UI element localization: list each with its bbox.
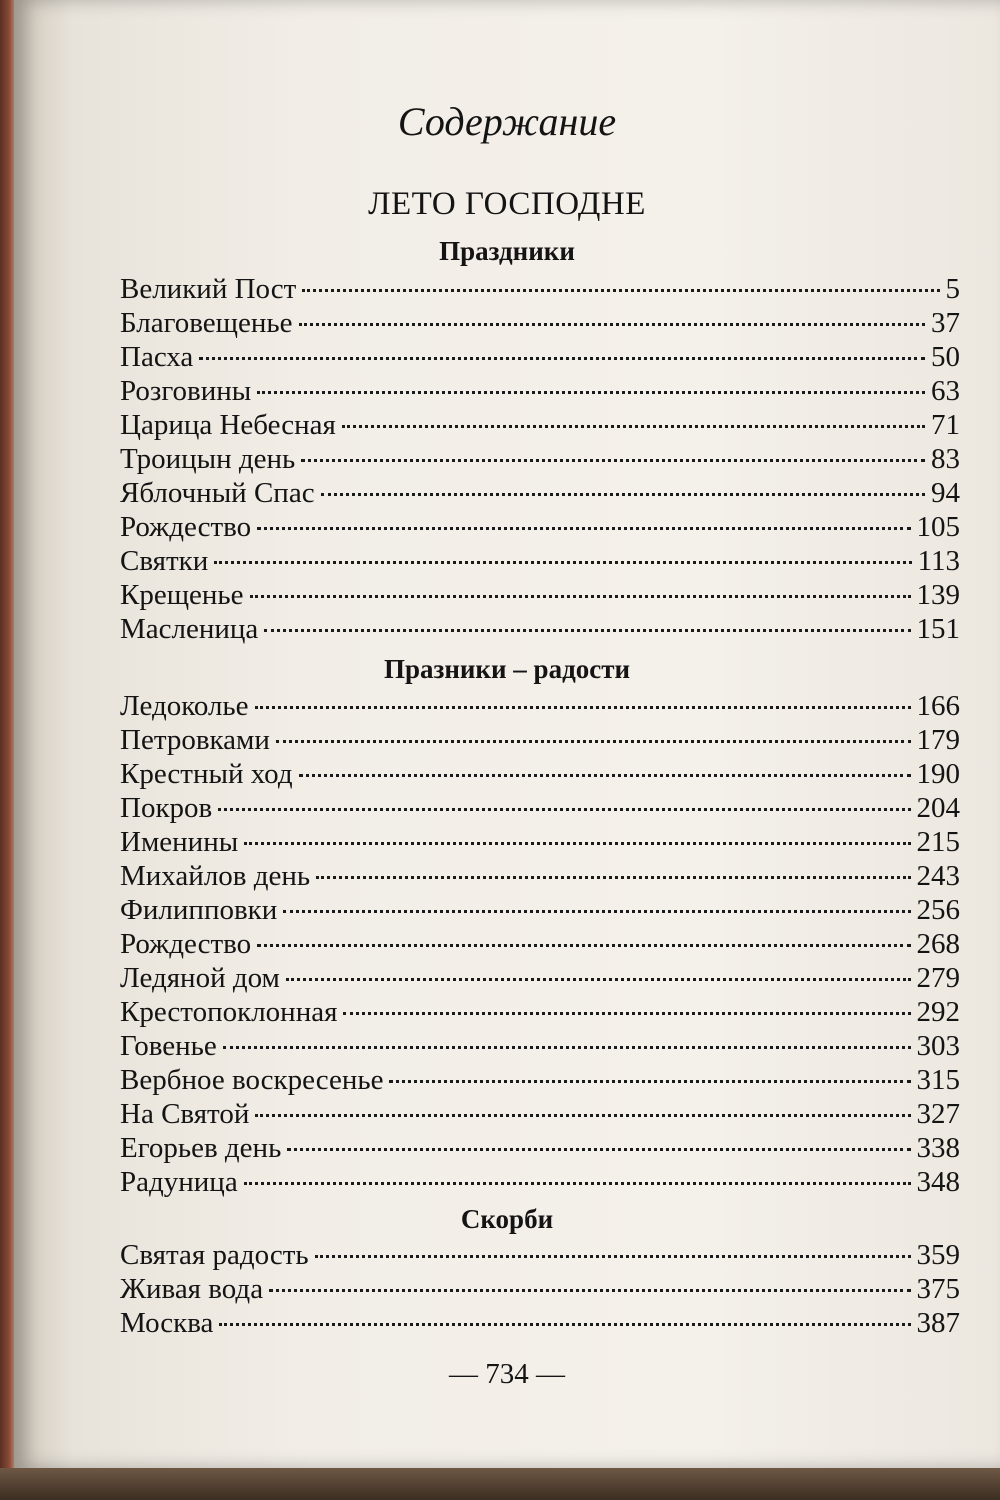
toc-entry-page: 387 [916,1307,960,1339]
dot-leader [343,1012,910,1015]
toc-entry-title: Говенье [120,1030,217,1062]
toc-entry-page: 375 [916,1273,960,1305]
toc-entry-title: Святая радость [120,1239,309,1271]
section-title: Скорби [460,1204,554,1234]
dot-leader [269,1289,910,1292]
table-of-contents [14,0,1000,1468]
toc-entry-title: Радуница [120,1166,238,1198]
toc-entry-page: 215 [916,826,960,858]
dot-leader [250,595,911,598]
toc-entry-title: Живая вода [120,1273,264,1305]
dot-leader [286,978,911,981]
page-title: Содержание [397,99,617,144]
dot-leader [342,425,925,428]
section-title: Праздники [439,236,575,266]
toc-entry [120,995,960,1029]
toc-entry [120,859,960,893]
dot-leader [302,289,939,292]
toc-entry-title: Ледяной дом [120,962,280,994]
part-title: ЛЕТО ГОСПОДНЕ [368,186,646,222]
toc-entry-title: Михайлов день [120,860,311,892]
toc-entry-title: Петровками [120,724,270,756]
table-surface [0,1468,1000,1500]
toc-entry-page: 348 [916,1166,960,1198]
dot-leader [315,1255,911,1258]
toc-entry [120,340,960,374]
toc-entry-title: Рождество [120,511,252,543]
toc-entry [120,442,960,476]
toc-entry [120,757,960,791]
toc-entry [120,306,960,340]
dot-leader [299,774,911,777]
toc-entry-title: Именины [120,826,239,858]
dot-leader [257,527,910,530]
dot-leader [214,561,911,564]
toc-entry-page: 190 [916,758,960,790]
toc-entry-page: 151 [916,613,960,645]
toc-entry [120,272,960,306]
toc-entry-title: Троицын день [120,443,296,475]
dot-leader [389,1080,910,1083]
toc-entry [120,1029,960,1063]
toc-entry-page: 139 [916,579,960,611]
dot-leader [255,706,911,709]
toc-entry [120,408,960,442]
section-title: Празники – радости [383,654,631,684]
dot-leader [283,910,910,913]
toc-entry [120,927,960,961]
toc-entry-page: 359 [916,1239,960,1271]
toc-entry-page: 279 [916,962,960,994]
toc-entry [120,476,960,510]
toc-entry-page: 105 [916,511,960,543]
dot-leader [223,1046,911,1049]
toc-entry-title: Ледоколье [120,690,249,722]
toc-entry-title: На Святой [120,1098,250,1130]
dot-leader [244,1182,911,1185]
toc-entry [120,578,960,612]
toc-entry-title: Святки [120,545,209,577]
toc-entry-page: 50 [931,341,960,373]
dot-leader [264,629,910,632]
toc-entry [120,1063,960,1097]
toc-entry [120,1272,960,1306]
toc-entry [120,374,960,408]
dot-leader [199,357,925,360]
toc-entry [120,1306,960,1340]
toc-entry [120,723,960,757]
toc-entry [120,791,960,825]
toc-entry [120,544,960,578]
dot-leader [287,1148,910,1151]
dot-leader [257,944,910,947]
dot-leader [257,391,925,394]
toc-entry-title: Яблочный Спас [120,477,315,509]
toc-entry-title: Масленица [120,613,259,645]
toc-entry-page: 113 [917,545,960,577]
toc-entry [120,1097,960,1131]
toc-entry [120,961,960,995]
toc-entry-page: 94 [931,477,960,509]
toc-entry-title: Пасха [120,341,194,373]
book-page [14,0,1000,1468]
toc-entry-page: 268 [916,928,960,960]
toc-entry-page: 63 [931,375,960,407]
toc-entry-page: 315 [916,1064,960,1096]
dot-leader [316,876,910,879]
toc-entry-page: 204 [916,792,960,824]
toc-entry [120,612,960,646]
dot-leader [244,842,910,845]
toc-entry [120,1165,960,1199]
toc-entry-title: Крестный ход [120,758,293,790]
dot-leader [276,740,911,743]
toc-entry-page: 179 [916,724,960,756]
toc-entry-page: 243 [916,860,960,892]
toc-entry-title: Покров [120,792,213,824]
toc-entry-page: 292 [916,996,960,1028]
page-number: — 734 — [449,1358,565,1390]
toc-entry-page: 83 [931,443,960,475]
toc-entry-title: Благовещенье [120,307,293,339]
dot-leader [219,1323,910,1326]
dot-leader [255,1114,910,1117]
dot-leader [321,493,925,496]
toc-entry-title: Рождество [120,928,252,960]
toc-entry-title: Егорьев день [120,1132,282,1164]
toc-entry-page: 327 [916,1098,960,1130]
toc-entry [120,1238,960,1272]
toc-entry-page: 37 [931,307,960,339]
toc-entry-title: Крестопоклонная [120,996,338,1028]
toc-entry-page: 303 [916,1030,960,1062]
toc-entry [120,510,960,544]
toc-entry [120,893,960,927]
toc-entry [120,1131,960,1165]
toc-entry-title: Филипповки [120,894,278,926]
toc-entry-page: 166 [916,690,960,722]
toc-entry-title: Великий Пост [120,273,297,305]
toc-entry-title: Царица Небесная [120,409,336,441]
dot-leader [301,459,925,462]
toc-entry-page: 71 [931,409,960,441]
toc-entry-title: Розговины [120,375,252,407]
toc-entry-title: Крещенье [120,579,244,611]
toc-entry-page: 338 [916,1132,960,1164]
toc-entry [120,825,960,859]
toc-entry-page: 256 [916,894,960,926]
toc-entry [120,689,960,723]
toc-entry-title: Вербное воскресенье [120,1064,384,1096]
dot-leader [299,323,926,326]
dot-leader [218,808,910,811]
toc-entry-page: 5 [945,273,960,305]
toc-entry-title: Москва [120,1307,214,1339]
